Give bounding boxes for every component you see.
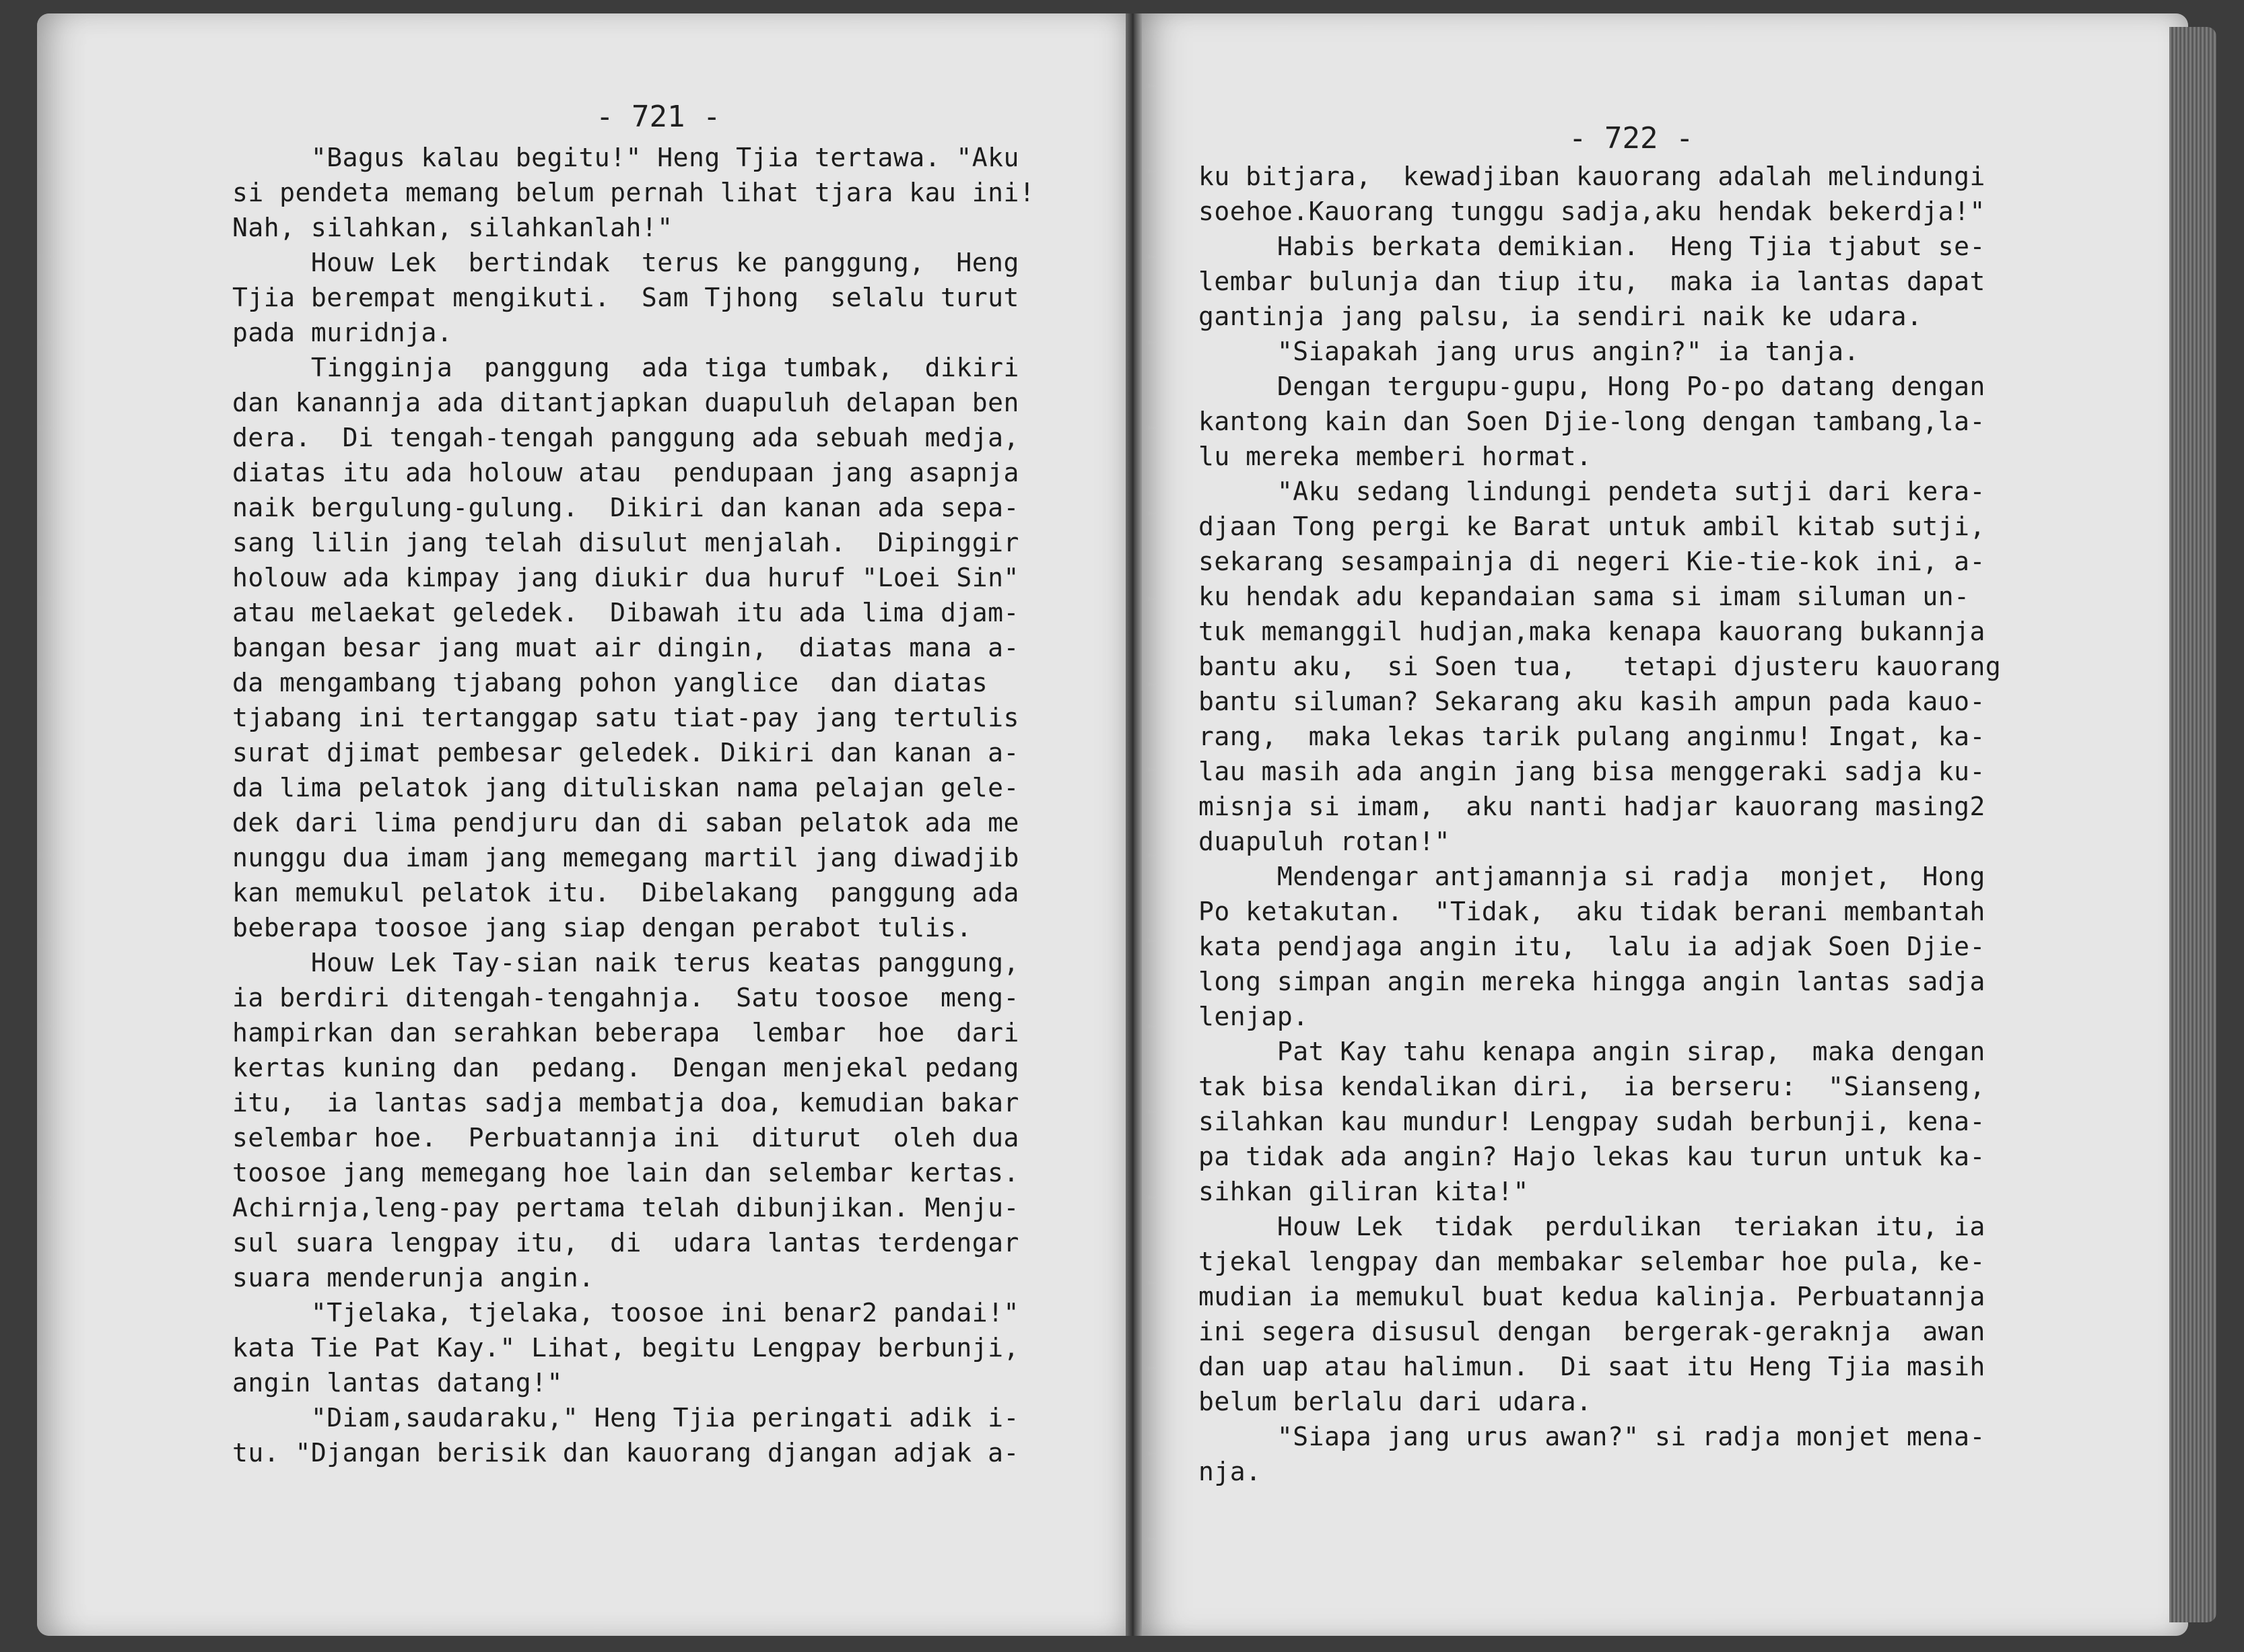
text-line: "Diam,saudaraku," Heng Tjia peringati adik i-: [232, 1403, 1019, 1433]
text-line: misnja si imam, aku nanti hadjar kauorang masing2: [1198, 792, 1985, 821]
text-line: tak bisa kendalikan diri, ia berseru: "Sianseng,: [1198, 1072, 1985, 1101]
text-line: Houw Lek Tay-sian naik terus keatas panggung,: [232, 948, 1019, 977]
text-line: si pendeta memang belum pernah lihat tjara kau ini!: [232, 178, 1035, 207]
text-line: djaan Tong pergi ke Barat untuk ambil kitab sutji,: [1198, 512, 1985, 541]
text-line: "Siapakah jang urus angin?" ia tanja.: [1198, 337, 1860, 366]
text-line: "Tjelaka, tjelaka, toosoe ini benar2 pandai!": [232, 1298, 1019, 1328]
book-gutter: [1126, 13, 1142, 1636]
text-line: Mendengar antjamannja si radja monjet, Hong: [1198, 862, 1985, 891]
text-line: "Bagus kalau begitu!" Heng Tjia tertawa. "Aku: [232, 143, 1019, 172]
text-line: sul suara lengpay itu, di udara lantas terdengar: [232, 1228, 1019, 1258]
text-line: da lima pelatok jang dituliskan nama pelajan gele-: [232, 773, 1019, 802]
text-line: nja.: [1198, 1457, 1262, 1486]
text-line: surat djimat pembesar geledek. Dikiri dan kanan a-: [232, 738, 1019, 767]
text-line: Tingginja panggung ada tiga tumbak, dikiri: [232, 353, 1019, 382]
text-line: beberapa toosoe jang siap dengan perabot tulis.: [232, 913, 972, 942]
text-line: holouw ada kimpay jang diukir dua huruf "Loei Sin": [232, 563, 1019, 592]
text-line: naik bergulung-gulung. Dikiri dan kanan ada sepa-: [232, 493, 1019, 522]
text-line: gantinja jang palsu, ia sendiri naik ke udara.: [1198, 302, 1923, 331]
text-line: diatas itu ada holouw atau pendupaan jang asapnja: [232, 458, 1019, 487]
text-line: dek dari lima pendjuru dan di saban pelatok ada me: [232, 808, 1019, 837]
text-line: lenjap.: [1198, 1002, 1309, 1031]
text-line: long simpan angin mereka hingga angin lantas sadja: [1198, 967, 1985, 996]
text-line: dan uap atau halimun. Di saat itu Heng Tjia masih: [1198, 1352, 1985, 1381]
left-page-text: [232, 140, 1035, 1470]
text-line: itu, ia lantas sadja membatja doa, kemudian bakar: [232, 1088, 1019, 1117]
text-line: soehoe.Kauorang tunggu sadja,aku hendak bekerdja!": [1198, 197, 1985, 226]
text-line: duapuluh rotan!": [1198, 827, 1451, 856]
text-line: toosoe jang memegang hoe lain dan selembar kertas.: [232, 1158, 1019, 1188]
text-line: Po ketakutan. "Tidak, aku tidak berani membantah: [1198, 897, 1985, 926]
text-line: Houw Lek tidak perdulikan teriakan itu, ia: [1198, 1212, 1985, 1241]
text-line: Tjia berempat mengikuti. Sam Tjhong selalu turut: [232, 283, 1019, 312]
text-line: hampirkan dan serahkan beberapa lembar hoe dari: [232, 1018, 1019, 1047]
text-line: lau masih ada angin jang bisa menggeraki sadja ku-: [1198, 757, 1985, 786]
text-line: ini segera disusul dengan bergerak-geraknja awan: [1198, 1317, 1985, 1346]
text-line: sekarang sesampainja di negeri Kie-tie-kok ini, a-: [1198, 547, 1985, 576]
text-line: dera. Di tengah-tengah panggung ada sebuah medja,: [232, 423, 1019, 452]
text-line: Habis berkata demikian. Heng Tjia tjabut se-: [1198, 232, 1985, 261]
text-line: "Siapa jang urus awan?" si radja monjet mena-: [1198, 1422, 1985, 1451]
text-line: bantu siluman? Sekarang aku kasih ampun pada kauo-: [1198, 687, 1985, 716]
text-line: silahkan kau mundur! Lengpay sudah berbunji, kena-: [1198, 1107, 1985, 1136]
text-line: da mengambang tjabang pohon yanglice dan diatas: [232, 668, 988, 697]
right-page-number: - 722 -: [1569, 121, 1694, 156]
text-line: atau melaekat geledek. Dibawah itu ada lima djam-: [232, 598, 1019, 627]
text-line: kantong kain dan Soen Djie-long dengan tambang,la-: [1198, 407, 1985, 436]
text-line: Achirnja,leng-pay pertama telah dibunjikan. Menju-: [232, 1193, 1019, 1223]
text-line: ku hendak adu kepandaian sama si imam siluman un-: [1198, 582, 1970, 611]
text-line: ku bitjara, kewadjiban kauorang adalah melindungi: [1198, 162, 1985, 191]
text-line: tjabang ini tertanggap satu tiat-pay jang tertulis: [232, 703, 1019, 732]
text-line: tjekal lengpay dan membakar selembar hoe pula, ke-: [1198, 1247, 1985, 1276]
text-line: Houw Lek bertindak terus ke panggung, Heng: [232, 248, 1019, 277]
right-page-text: [1198, 159, 2001, 1489]
text-line: sihkan giliran kita!": [1198, 1177, 1529, 1206]
text-line: nunggu dua imam jang memegang martil jang diwadjib: [232, 843, 1019, 872]
text-line: dan kanannja ada ditantjapkan duapuluh delapan ben: [232, 388, 1019, 417]
page-edges: [2169, 27, 2216, 1622]
text-line: kata Tie Pat Kay." Lihat, begitu Lengpay berbunji,: [232, 1333, 1019, 1363]
text-line: Pat Kay tahu kenapa angin sirap, maka dengan: [1198, 1037, 1985, 1066]
text-line: Nah, silahkan, silahkanlah!": [232, 213, 673, 242]
text-line: "Aku sedang lindungi pendeta sutji dari kera-: [1198, 477, 1985, 506]
text-line: tuk memanggil hudjan,maka kenapa kauorang bukannja: [1198, 617, 1985, 646]
text-line: pada muridnja.: [232, 318, 453, 347]
text-line: belum berlalu dari udara.: [1198, 1387, 1592, 1416]
text-line: bangan besar jang muat air dingin, diatas mana a-: [232, 633, 1019, 662]
text-line: tu. "Djangan berisik dan kauorang djangan adjak a-: [232, 1438, 1019, 1468]
text-line: lembar bulunja dan tiup itu, maka ia lantas dapat: [1198, 267, 1985, 296]
text-line: kan memukul pelatok itu. Dibelakang panggung ada: [232, 878, 1019, 907]
text-line: kertas kuning dan pedang. Dengan menjekal pedang: [232, 1053, 1019, 1082]
text-line: rang, maka lekas tarik pulang anginmu! Ingat, ka-: [1198, 722, 1985, 751]
text-line: selembar hoe. Perbuatannja ini diturut oleh dua: [232, 1123, 1019, 1152]
text-line: ia berdiri ditengah-tengahnja. Satu toosoe meng-: [232, 983, 1019, 1012]
text-line: angin lantas datang!": [232, 1368, 563, 1398]
text-line: mudian ia memukul buat kedua kalinja. Perbuatannja: [1198, 1282, 1985, 1311]
text-line: Dengan tergupu-gupu, Hong Po-po datang dengan: [1198, 372, 1985, 401]
text-line: kata pendjaga angin itu, lalu ia adjak Soen Djie-: [1198, 932, 1985, 961]
text-line: sang lilin jang telah disulut menjalah. Dipinggir: [232, 528, 1019, 557]
text-line: lu mereka memberi hormat.: [1198, 442, 1592, 471]
text-line: suara menderunja angin.: [232, 1263, 594, 1293]
left-page-number: - 721 -: [596, 100, 721, 134]
text-line: bantu aku, si Soen tua, tetapi djusteru kauorang: [1198, 652, 2002, 681]
text-line: pa tidak ada angin? Hajo lekas kau turun untuk ka-: [1198, 1142, 1985, 1171]
